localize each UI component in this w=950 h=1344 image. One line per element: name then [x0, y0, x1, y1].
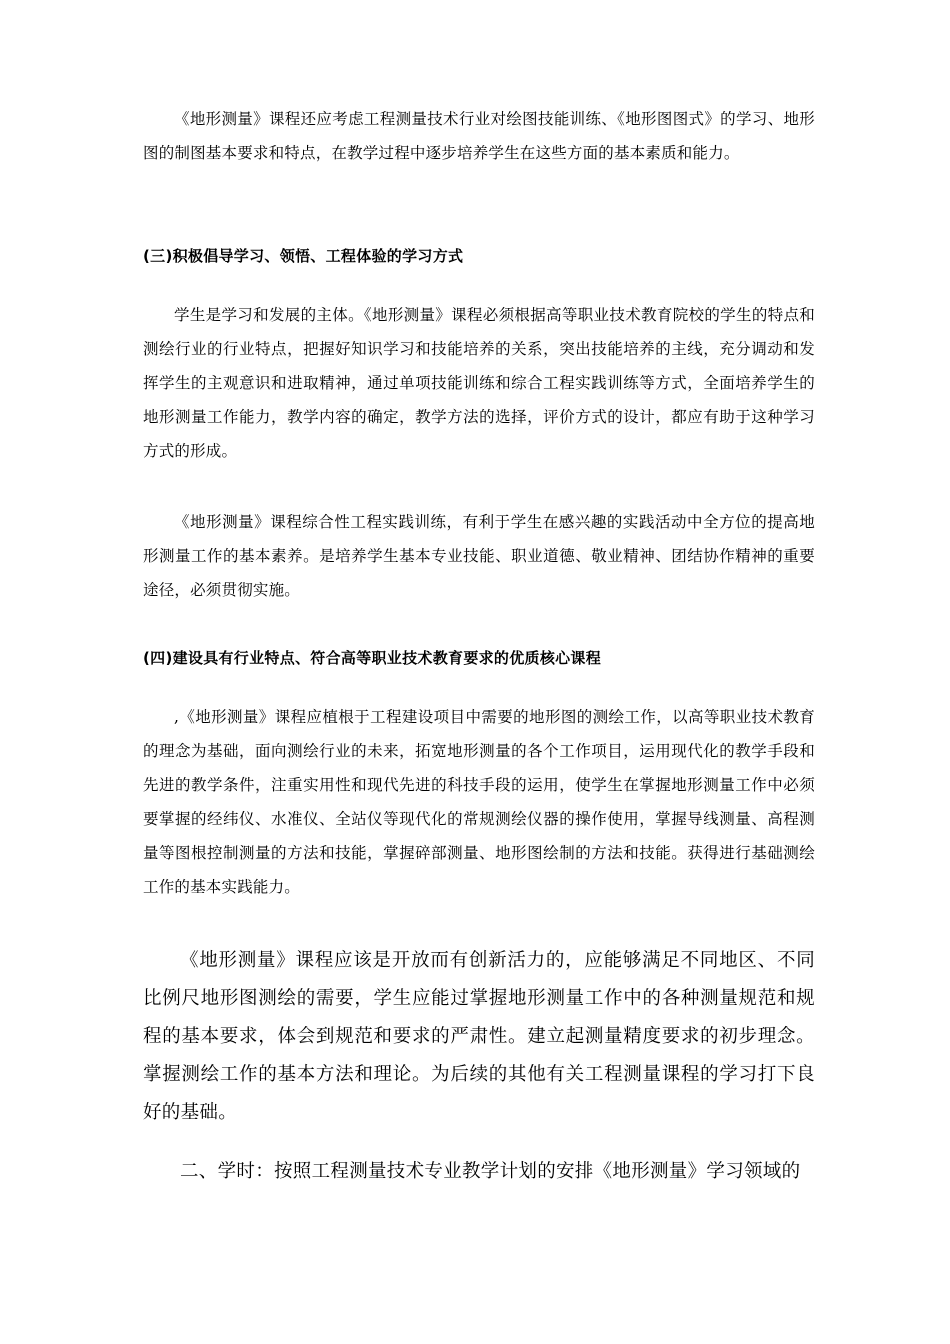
paragraph-class-hours: 二、学时：按照工程测量技术专业教学计划的安排《地形测量》学习领域的: [180, 1161, 801, 1182]
paragraph-student-subject: 学生是学习和发展的主体。《地形测量》课程必须根据高等职业技术教育院校的学生的特点和测绘行业的行业特点，把握好知识学习和技能培养的关系，突出技能培养的主线，充分调动和发挥学生的主观意识和进取精神，通过单项技能训练和综合工程实践训练等方式，全面培养学生的地形测量工作能力，教学内容的确定，教学方法的选择，评价方式的设计，都应有助于这种学习方式的形成。: [143, 306, 815, 460]
paragraph-drawing-skills: 《地形测量》课程还应考虑工程测量技术行业对绘图技能训练、《地形图图式》的学习、地形图的制图基本要求和特点，在教学过程中逐步培养学生在这些方面的基本素质和能力。: [143, 110, 815, 162]
paragraph-practice-training: 《地形测量》课程综合性工程实践训练，有利于学生在感兴趣的实践活动中全方位的提高地形测量工作的基本素养。是培养学生基本专业技能、职业道德、敬业精神、团结协作精神的重要途径，必须贯彻实施。: [143, 513, 815, 599]
section-heading-3: (三)积极倡导学习、领悟、工程体验的学习方式: [143, 247, 464, 265]
paragraph-core-course: ,《地形测量》课程应植根于工程建设项目中需要的地形图的测绘工作，以高等职业技术教育的理念为基础，面向测绘行业的未来，拓宽地形测量的各个工作项目，运用现代化的教学手段和先进的教学条件，注重实用性和现代先进的科技手段的运用，使学生在掌握地形测量工作中必须要掌握的经纬仪、水准仪、全站仪等现代化的常规测绘仪器的操作使用，掌握导线测量、高程测量等图根控制测量的方法和技能，掌握碎部测量、地形图绘制的方法和技能。获得进行基础测绘工作的基本实践能力。: [143, 708, 815, 896]
section-heading-4: (四)建设具有行业特点、符合高等职业技术教育要求的优质核心课程: [143, 649, 602, 667]
paragraph-open-innovative: 《地形测量》课程应该是开放而有创新活力的，应能够满足不同地区、不同比例尺地形图测绘的需要，学生应能过掌握地形测量工作中的各种测量规范和规程的基本要求，体会到规范和要求的严肃性。建立起测量精度要求的初步理念。掌握测绘工作的基本方法和理论。为后续的其他有关工程测量课程的学习打下良好的基础。: [143, 950, 815, 1123]
